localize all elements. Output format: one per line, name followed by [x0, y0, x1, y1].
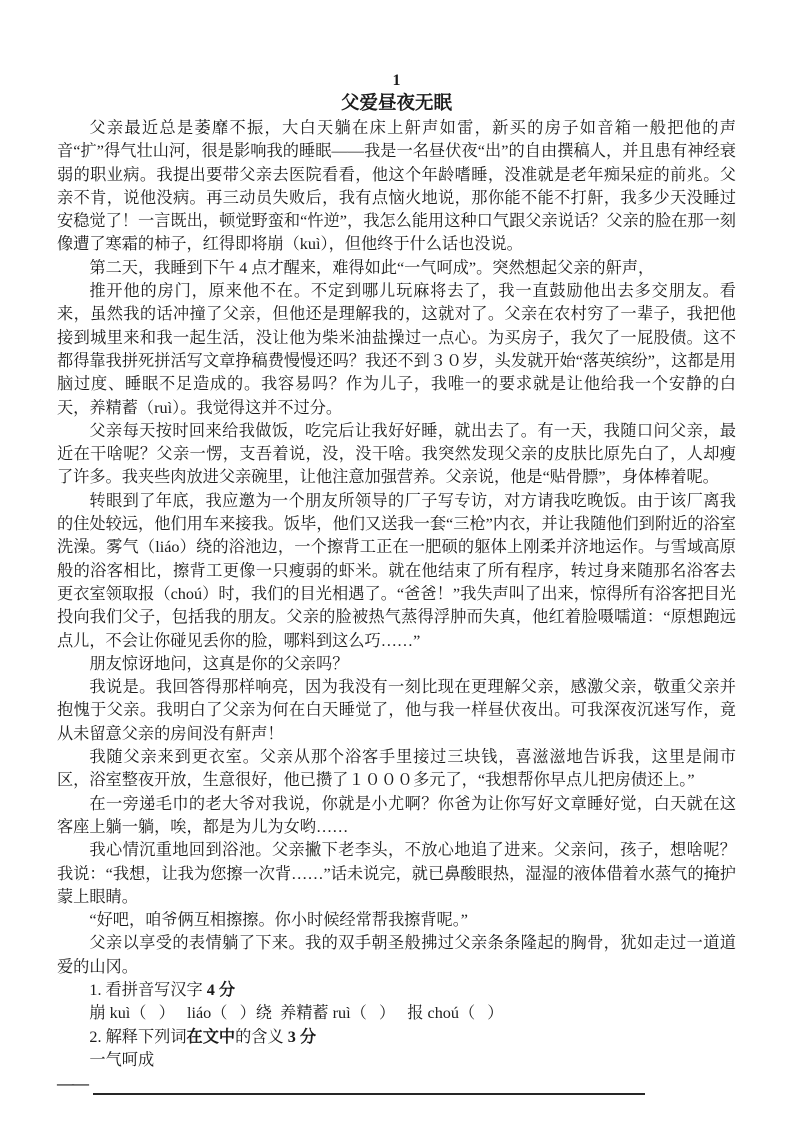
questions-section [57, 979, 736, 1072]
answer-underline [93, 1081, 645, 1095]
article-paragraph: 推开他的房门，原来他不在。不定到哪儿玩麻将去了，我一直鼓励他出去多交朋友。看来，虽然我的话冲撞了父亲，但他还是理解我的，这就对了。父亲在农村穷了一辈子，我把他接到城里来和我一起生活，没让他为柴米油盐操过一点心。为买房子，我欠了一屁股债。这不都得靠我拼死拼活写文章挣稿费慢慢还吗？我还不到３０岁，头发就开始“落英缤纷”，这都是用脑过度、睡眠不足造成的。我容易吗？作为儿子，我唯一的要求就是让他给我一个安静的白天，养精蓄（ruì）。我觉得这并不过分。 [57, 282, 736, 417]
article-paragraph: 第二天，我睡到下午 4 点才醒来，难得如此“一气呵成”。突然想起父亲的鼾声， [89, 258, 655, 277]
article-paragraph: 父亲最近总是萎靡不振，大白天躺在床上鼾声如雷，新买的房子如音箱一般把他的声音“扩”得气壮山河，很是影响我的睡眠——我是一名昼伏夜“出”的自由撰稿人，并且患有神经衰弱的职业病。我提出要带父亲去医院看看，他这个年龄嗜睡，没准就是老年痴呆症的前兆。父亲不肯，说他没病。再三动员失败后，我有点恼火地说，那你能不能不打鼾，我多少天没睡过安稳觉了！一言既出，顿觉野蛮和“忤逆”，我怎么能用这种口气跟父亲说话？父亲的脸在那一刻像遭了寒霜的柿子，红得即将崩（kuì），但他终于什么话也没说。 [57, 119, 736, 254]
question-2-score: 3 分 [287, 1027, 317, 1046]
question-2-term: 一气呵成 [89, 1050, 155, 1069]
question-1-pinyin-line: 崩 kuì（ ） liáo（ ）绕 养精蓄 ruì（ ） 报 choú（ ） [89, 1004, 504, 1023]
article-paragraph: 我心情沉重地回到浴池。父亲撇下老李头，不放心地追了进来。父亲问，孩子，想啥呢？我说：“我想，让我为您擦一次背……”话未说完，就已鼻酸眼热，湿湿的液体借着水蒸气的掩护蒙上眼睛。 [57, 841, 736, 906]
question-1-score: 4 分 [206, 980, 236, 999]
question-2 [57, 1026, 736, 1049]
answer-blank-row [57, 1074, 736, 1098]
page-number: 1 [392, 72, 401, 89]
article-title: 父爱昼夜无眠 [340, 92, 452, 113]
question-2-label-suffix: 的含义 [235, 1027, 284, 1046]
question-1 [57, 979, 736, 1002]
article-paragraph: 在一旁递毛巾的老大爷对我说，你就是小尤啊？你爸为让你写好文章睡好觉，白天就在这客座上躺一躺，唉，都是为儿为女哟…… [57, 794, 736, 836]
answer-dash: —— [57, 1074, 87, 1094]
article-paragraph: 父亲以享受的表情躺了下来。我的双手朝圣般拂过父亲条条隆起的胸骨，犹如走过一道道爱的山冈。 [57, 934, 736, 976]
question-2-label-bold: 在文中 [186, 1027, 236, 1046]
article-paragraph: 我随父亲来到更衣室。父亲从那个浴客手里接过三块钱，喜滋滋地告诉我，这里是闹市区，浴室整夜开放，生意很好，他已攒了１０００多元了，“我想帮你早点儿把房债还上。” [57, 748, 736, 790]
article-paragraph: 朋友惊讶地问，这真是你的父亲吗？ [89, 654, 349, 673]
article-paragraph: “好吧，咱爷俩互相擦擦。你小时候经常帮我擦背呢。” [89, 911, 468, 930]
question-1-label: 1. 看拼音写汉字 [89, 980, 203, 999]
question-2-label-prefix: 2. 解释下列词 [89, 1027, 187, 1046]
article-body [57, 117, 736, 979]
article-paragraph: 我说是。我回答得那样响亮，因为我没有一刻比现在更理解父亲，感激父亲，敬重父亲并抱愧于父亲。我明白了父亲为何在白天睡觉了，他与我一样昼伏夜出。可我深夜沉迷写作，竟从未留意父亲的房间没有鼾声！ [57, 678, 736, 743]
article-paragraph: 转眼到了年底，我应邀为一个朋友所领导的厂子写专访，对方请我吃晚饭。由于该厂离我的住处较远，他们用车来接我。饭毕，他们又送我一套“三枪”内衣，并让我随他们到附近的浴室洗澡。雾气（liáo）绕的浴池边，一个擦背工正在一肥硕的躯体上刚柔并济地运作。与雪域高原般的浴客相比，擦背工更像一只瘦弱的虾米。就在他结束了所有程序，转过身来随那名浴客去更衣室领取报（choú）时，我们的目光相遇了。“爸爸！”我失声叫了出来，惊得所有浴客把目光投向我们父子，包括我的朋友。父亲的脸被热气蒸得浮肿而失真，他红着脸嗫嚅道：“原想跑远点儿，不会让你碰见丢你的脸，哪料到这么巧……” [57, 491, 736, 650]
article-paragraph: 父亲每天按时回来给我做饭，吃完后让我好好睡，就出去了。有一天，我随口问父亲，最近在干啥呢？父亲一愣，支吾着说，没，没干啥。我突然发现父亲的皮肤比原先白了，人却瘦了许多。我夹些肉放进父亲碗里，让他注意加强营养。父亲说，他是“贴骨膘”，身体棒着呢。 [57, 421, 736, 487]
